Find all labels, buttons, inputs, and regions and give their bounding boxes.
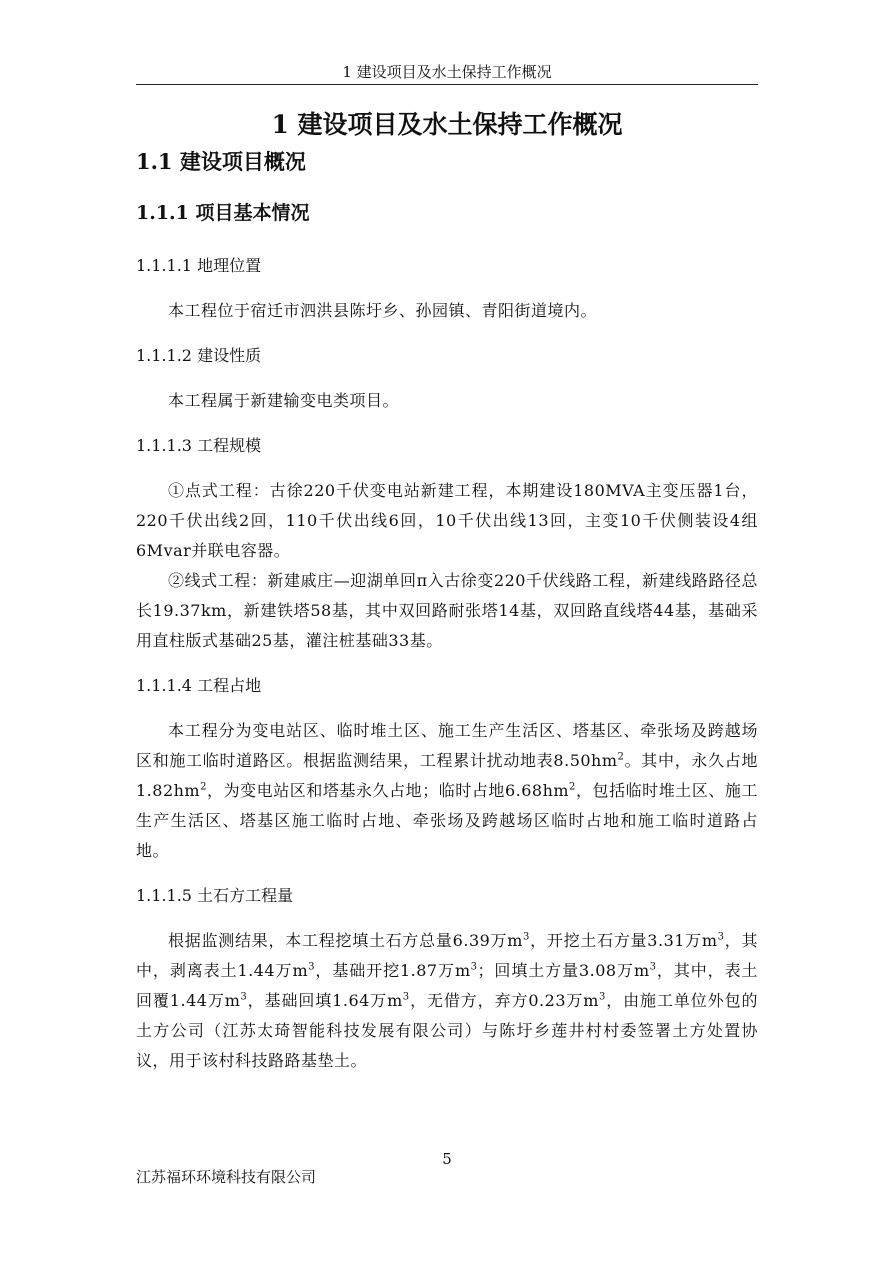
land-text-part: 。其中，永久占地1.82hm (136, 751, 758, 800)
earthwork-text-part: ，基础开挖1.87万m (315, 961, 471, 980)
location-heading: 1.1.1.1 地理位置 (136, 256, 262, 275)
land-text-part: 本工程分为变电站区、临时堆土区、施工生产生活区、塔基区、牵张场及跨越场区和施工临时道路区。根据监测结果，工程累计扰动地表8.50hm (136, 721, 758, 770)
earthwork-text-part: ，由施工单位外包的土方公司（江苏太琦智能科技发展有限公司）与陈圩乡莲井村村委签署土方处置协议，用于该村科技路路基垫土。 (136, 991, 758, 1070)
land-text-part: ，包括临时堆土区、施工生产生活区、塔基区施工临时占地、牵张场及跨越场区临时占地和施工临时道路占地。 (136, 781, 758, 860)
scale-line-text: ②线式工程：新建戚庄—迎湖单回π入古徐变220千伏线路工程，新建线路路径总长19.37km，新建铁塔58基，其中双回路耐张塔14基，双回路直线塔44基，基础采用直柱版式基础25基，灌注桩基础33基。 (136, 571, 758, 650)
earthwork-sup: 3 (470, 961, 478, 973)
nature-heading: 1.1.1.2 建设性质 (136, 346, 262, 365)
page-number: 5 (442, 1150, 452, 1168)
earthwork-text (136, 926, 758, 1076)
running-header: 1 建设项目及水土保持工作概况 (342, 63, 552, 81)
header-rule (136, 84, 758, 85)
land-text (136, 716, 758, 866)
earthwork-text-part: ，其中，表土回覆1.44万m (136, 961, 758, 1010)
land-text-part: ，为变电站区和塔基永久占地；临时占地6.68hm (206, 781, 570, 800)
earthwork-sup: 3 (522, 931, 530, 943)
scale-point-text: ①点式工程：古徐220千伏变电站新建工程，本期建设180MVA主变压器1台，220千伏出线2回，110千伏出线6回，10千伏出线13回，主变10千伏侧装设4组6Mvar并联电容器。 (136, 481, 758, 560)
page-content (136, 108, 758, 1092)
earthwork-text-part: ，无借方，弃方0.23万m (409, 991, 599, 1010)
land-heading: 1.1.1.4 工程占地 (136, 676, 262, 695)
earthwork-text-part: ；回填土方量3.08万m (477, 961, 650, 980)
earthwork-text-part: ，开挖土石方量3.31万m (529, 931, 718, 950)
earthwork-sup: 3 (717, 931, 725, 943)
section-title: 1.1 建设项目概况 (136, 149, 306, 174)
earthwork-text-part: 根据监测结果，本工程挖填土石方总量6.39万m (168, 931, 523, 950)
earthwork-sup: 3 (402, 991, 410, 1003)
footer-company: 江苏福环环境科技有限公司 (136, 1168, 317, 1186)
subsection-title: 1.1.1 项目基本情况 (136, 202, 310, 224)
earthwork-text-part: ，其中，剥离表土1.44万m (136, 931, 758, 980)
earthwork-heading: 1.1.1.5 土石方工程量 (136, 886, 294, 905)
earthwork-sup: 3 (598, 991, 606, 1003)
nature-text: 本工程属于新建输变电类项目。 (168, 391, 400, 410)
land-sup: 2 (200, 781, 207, 793)
scale-heading: 1.1.1.3 工程规模 (136, 436, 262, 455)
land-sup: 2 (569, 781, 576, 793)
land-sup: 2 (617, 751, 625, 763)
earthwork-sup: 3 (649, 961, 657, 973)
location-text: 本工程位于宿迁市泗洪县陈圩乡、孙园镇、青阳街道境内。 (168, 301, 598, 320)
earthwork-sup: 3 (308, 961, 315, 973)
chapter-title: 1 建设项目及水土保持工作概况 (271, 110, 623, 139)
earthwork-sup: 3 (240, 991, 248, 1003)
earthwork-text-part: ，基础回填1.64万m (247, 991, 403, 1010)
